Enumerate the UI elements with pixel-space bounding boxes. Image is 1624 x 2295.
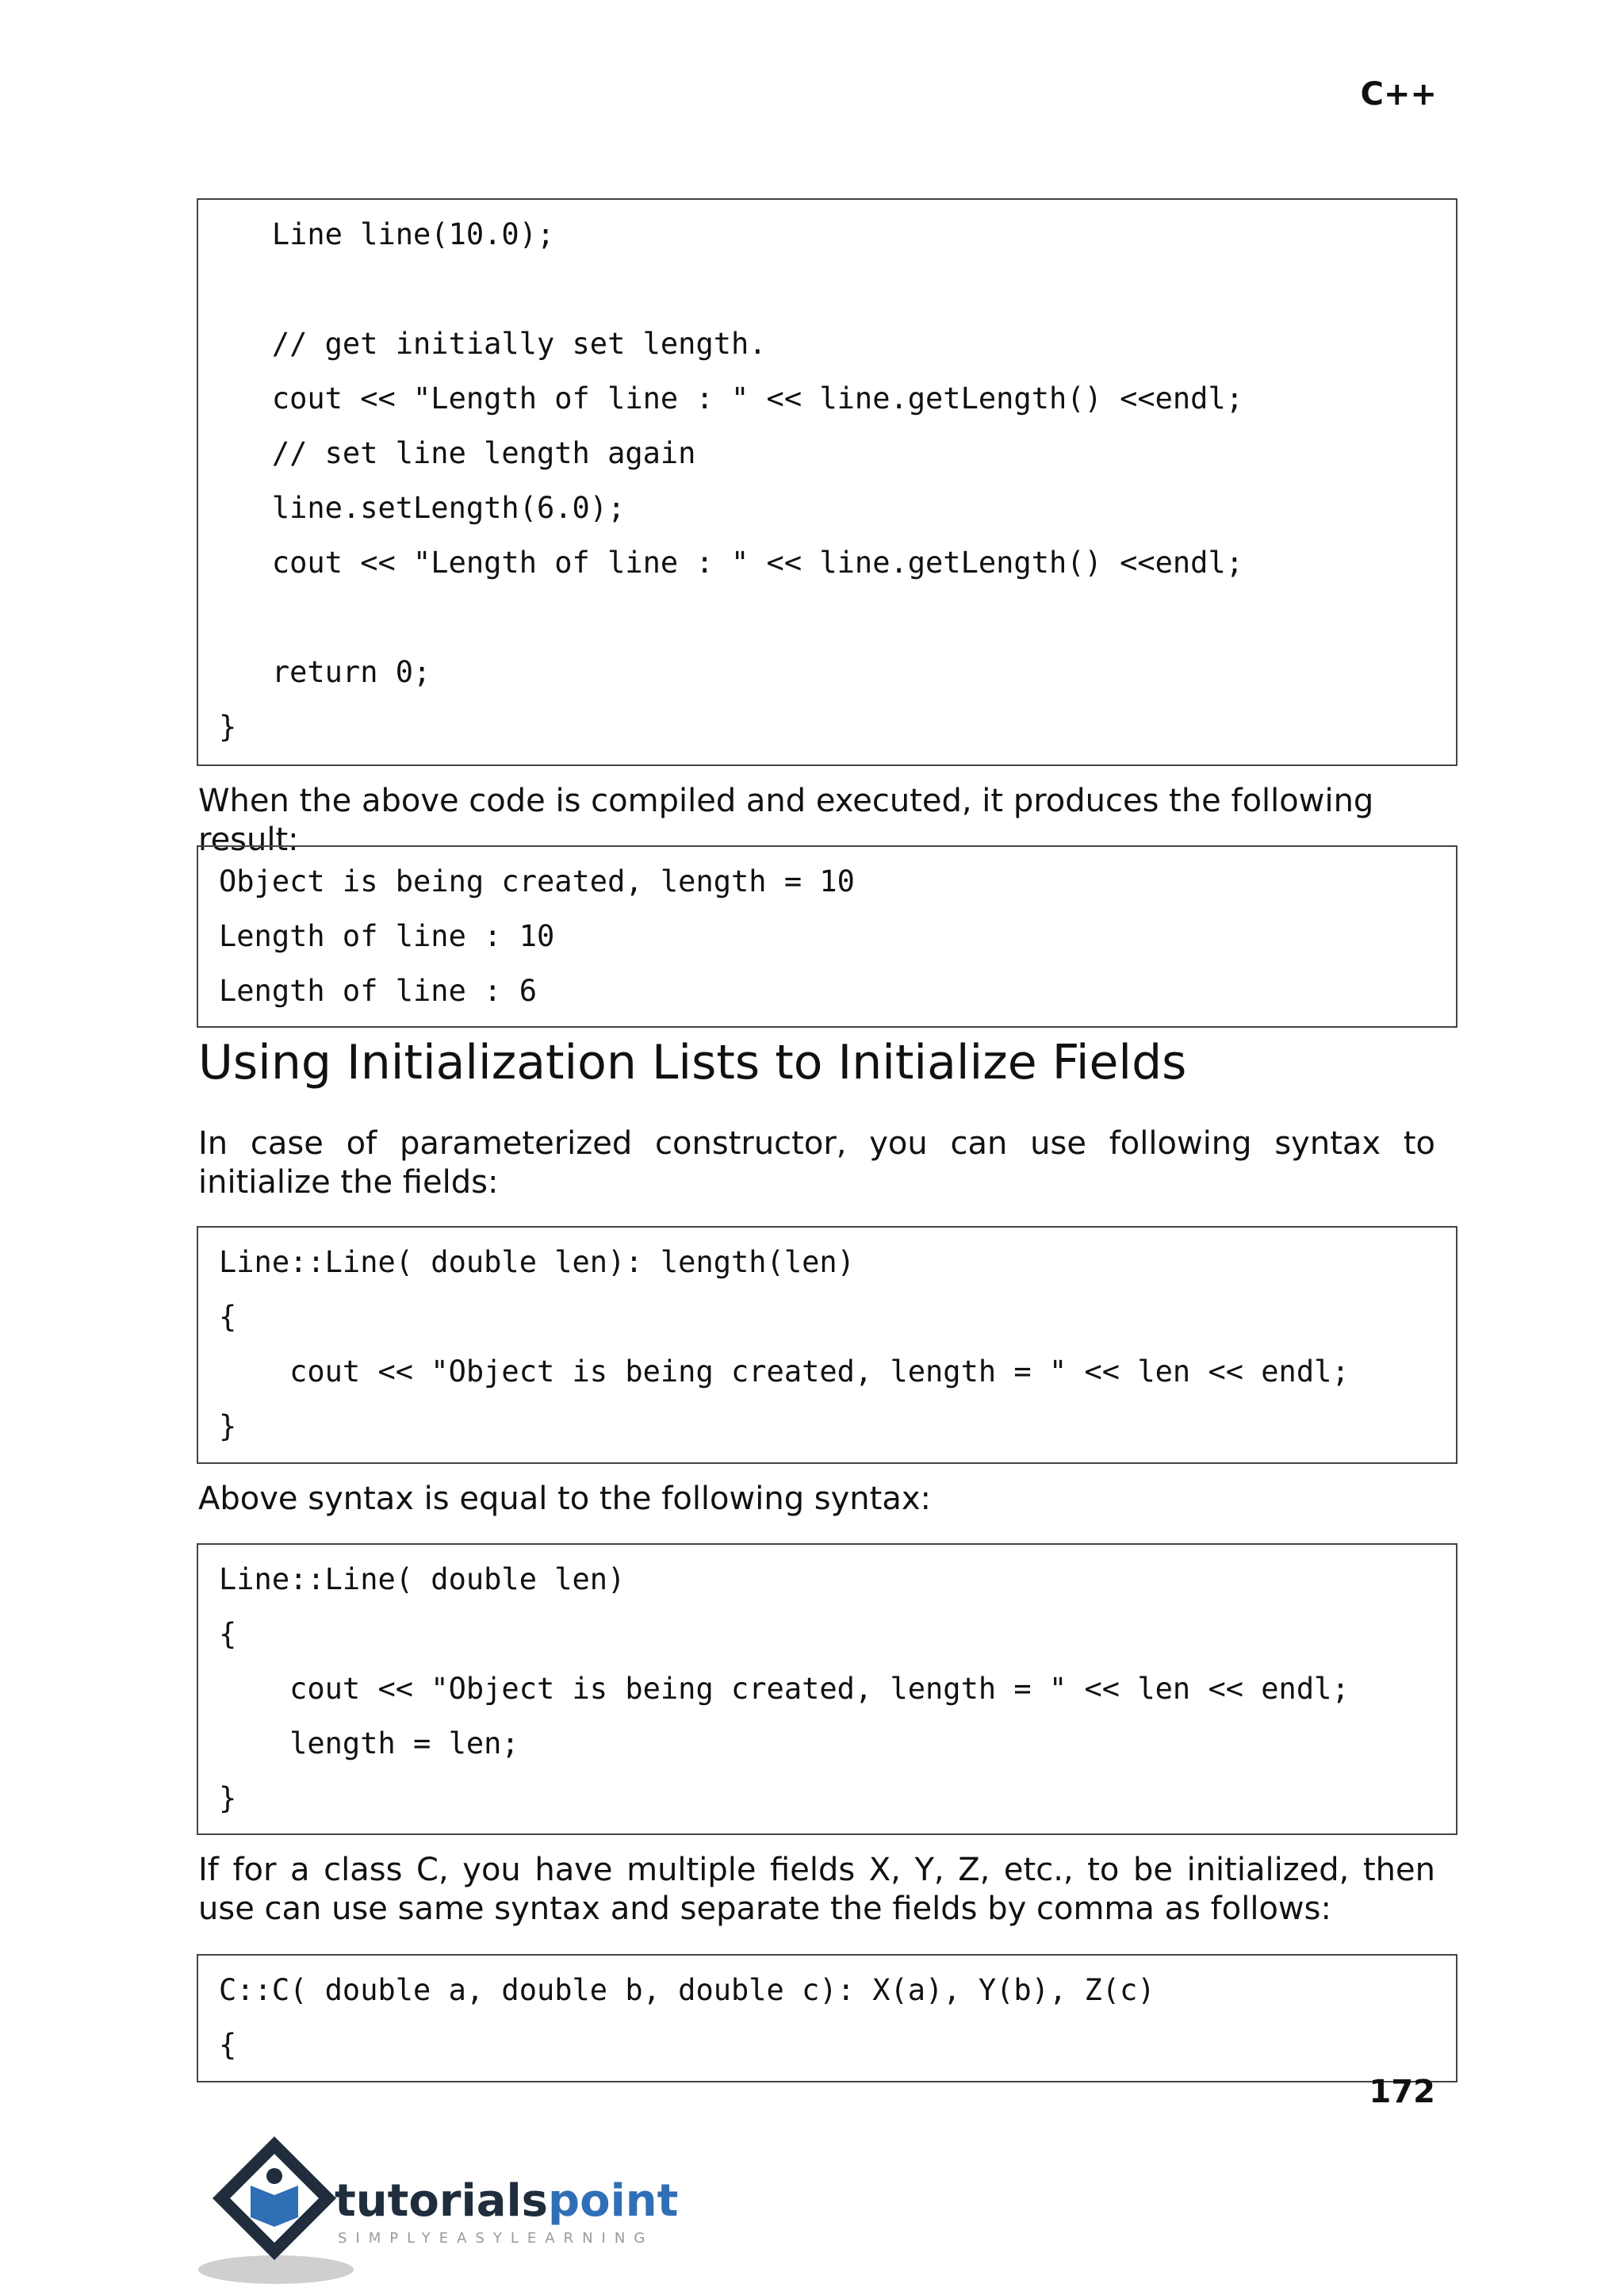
logo-word-point: point	[548, 2175, 679, 2227]
code-line: cout << "Object is being created, length = " << len << endl;	[219, 1354, 1350, 1389]
code-block-1	[197, 198, 1457, 766]
code-line: {	[219, 1617, 237, 1651]
code-line: line.setLength(6.0);	[219, 491, 626, 525]
output-line: Object is being created, length = 10	[219, 864, 855, 898]
code-line: {	[219, 2028, 237, 2062]
paragraph-multiple-fields: If for a class C, you have multiple fields X, Y, Z, etc., to be initialized, then use can use same syntax and separate the fields by comma as follows:	[198, 1852, 1435, 1927]
code-line: cout << "Length of line : " << line.getLength() <<endl;	[219, 546, 1244, 580]
code-line: Line::Line( double len)	[219, 1562, 626, 1596]
section-title: Using Initialization Lists to Initialize Fields	[198, 1035, 1187, 1090]
code-line: cout << "Object is being created, length = " << len << endl;	[219, 1672, 1350, 1706]
code-line: return 0;	[219, 655, 431, 689]
code-line: {	[219, 1300, 237, 1334]
page-number: 172	[1369, 2074, 1435, 2110]
header-title: C++	[1360, 76, 1437, 113]
tutorialspoint-logo	[195, 2130, 687, 2289]
code-line: }	[219, 710, 237, 744]
paragraph-result-intro: When the above code is compiled and executed, it produces the following result:	[198, 783, 1374, 858]
output-line: Length of line : 10	[219, 919, 555, 953]
code-line: C::C( double a, double b, double c): X(a), Y(b), Z(c)	[219, 1973, 1155, 2007]
paragraph-equal-syntax: Above syntax is equal to the following syntax:	[198, 1481, 932, 1517]
code-line: Line line(10.0);	[219, 217, 555, 251]
code-line: // set line length again	[219, 436, 696, 470]
code-line: }	[219, 1781, 237, 1815]
paragraph-init-syntax: In case of parameterized constructor, you can use following syntax to initialize the fields:	[198, 1125, 1435, 1201]
code-line: // get initially set length.	[219, 327, 767, 361]
code-block-3	[197, 1543, 1457, 1835]
code-line: cout << "Length of line : " << line.getLength() <<endl;	[219, 381, 1244, 416]
code-line: length = len;	[219, 1726, 519, 1761]
logo-tagline: SIMPLYEASYLEARNING	[338, 2230, 654, 2247]
code-line: }	[219, 1409, 237, 1443]
code-block-4	[197, 1954, 1457, 2082]
logo-wordmark	[335, 2175, 678, 2227]
logo-word-tutorials: tutorials	[335, 2175, 549, 2227]
code-line: Line::Line( double len): length(len)	[219, 1245, 855, 1279]
output-line: Length of line : 6	[219, 974, 537, 1008]
output-block	[197, 845, 1457, 1028]
code-block-2	[197, 1226, 1457, 1464]
logo-shadow-icon	[198, 2255, 354, 2284]
